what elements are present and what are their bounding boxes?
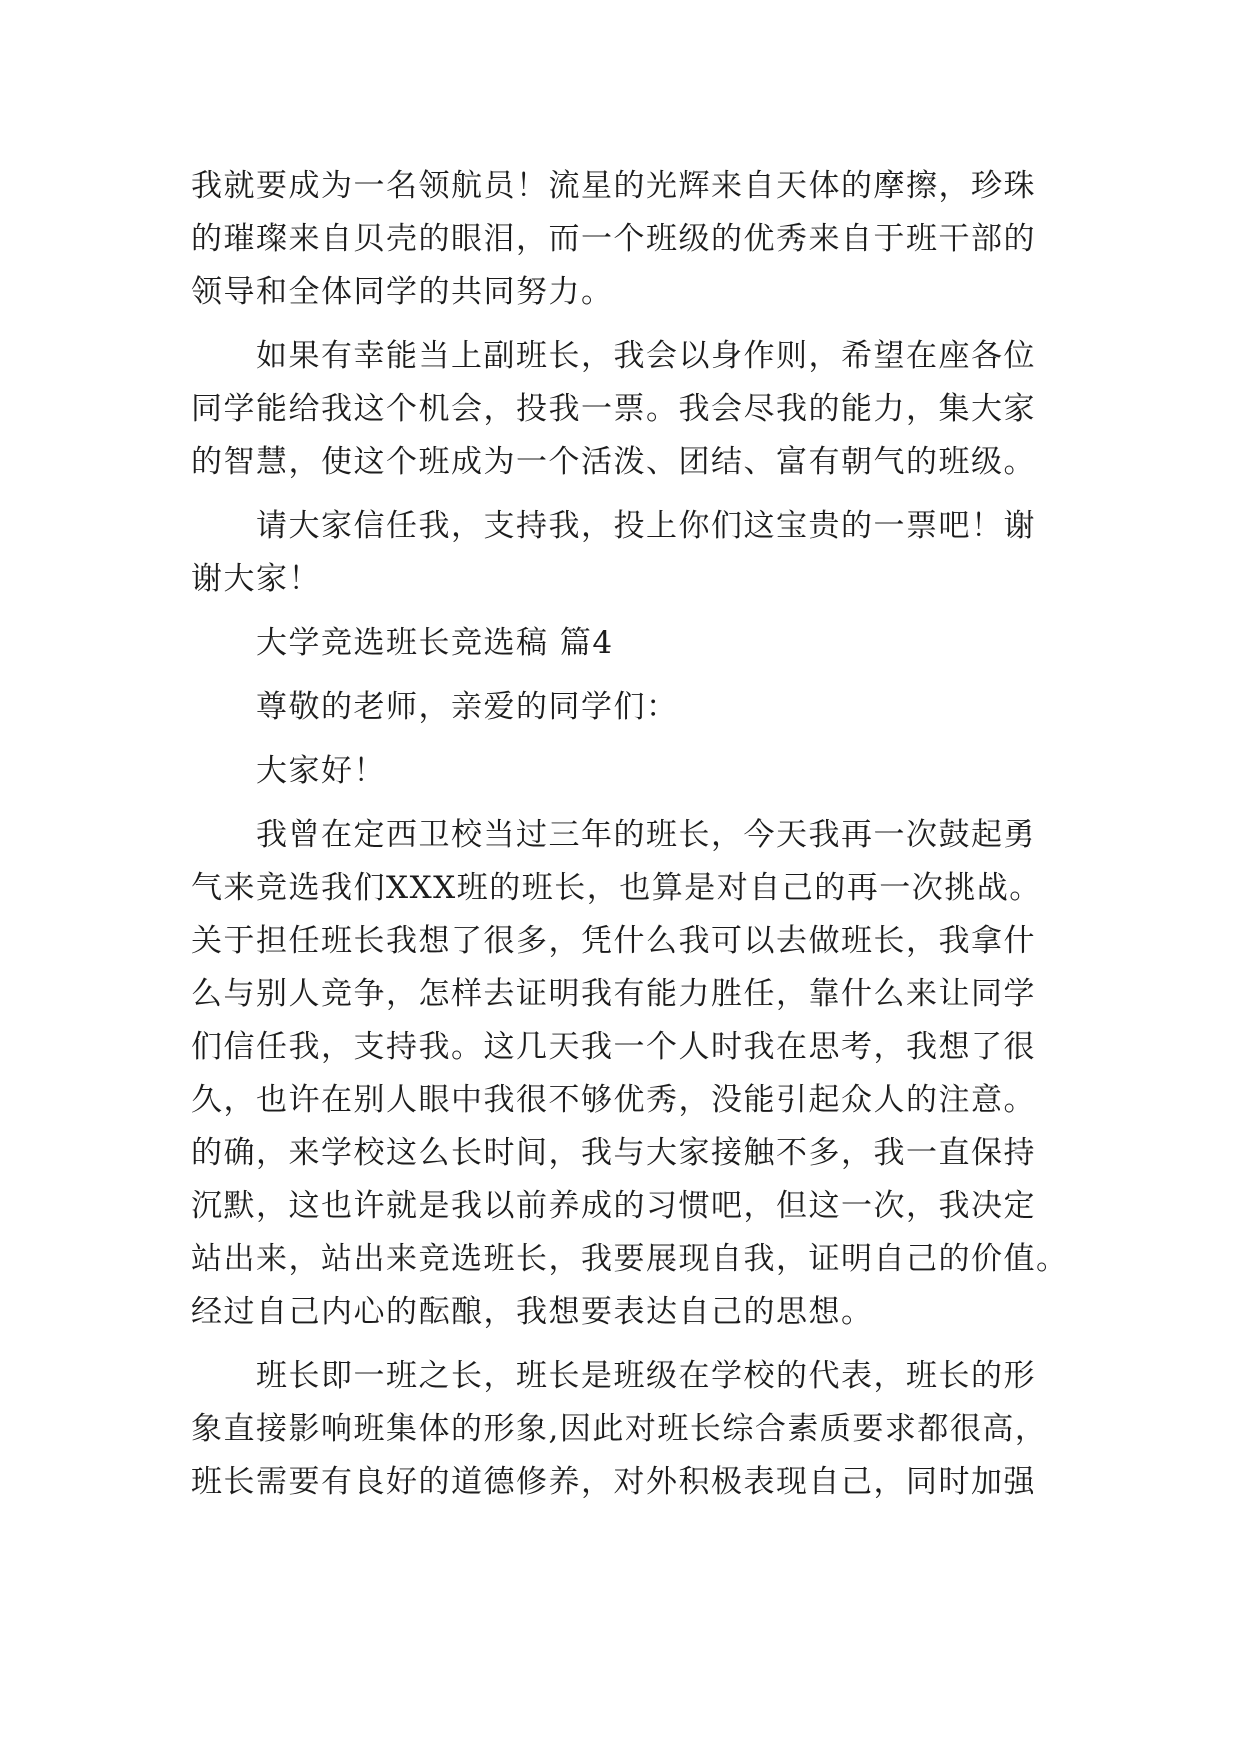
document-body bbox=[191, 160, 1071, 1509]
text-line: 大家好！ bbox=[256, 753, 386, 789]
text-line: 我就要成为一名领航员！流星的光辉来自天体的摩擦，珍珠 bbox=[191, 168, 1036, 204]
paragraph bbox=[191, 1350, 1071, 1509]
text-line: 如果有幸能当上副班长，我会以身作则，希望在座各位 bbox=[256, 338, 1036, 374]
text-line: 关于担任班长我想了很多，凭什么我可以去做班长，我拿什 bbox=[191, 923, 1036, 959]
text-line: 请大家信任我，支持我，投上你们这宝贵的一票吧！谢 bbox=[256, 508, 1036, 544]
text-line: 班长即一班之长，班长是班级在学校的代表，班长的形 bbox=[256, 1358, 1036, 1394]
paragraph bbox=[191, 500, 1071, 606]
text-line: 谢大家！ bbox=[191, 561, 321, 597]
greeting bbox=[191, 745, 1071, 798]
text-line: 的确，来学校这么长时间，我与大家接触不多，我一直保持 bbox=[191, 1135, 1036, 1171]
text-line: 尊敬的老师，亲爱的同学们： bbox=[256, 689, 679, 725]
text-line: 们信任我，支持我。这几天我一个人时我在思考，我想了很 bbox=[191, 1029, 1036, 1065]
text-line: 象直接影响班集体的形象,因此对班长综合素质要求都很高， bbox=[191, 1411, 1048, 1447]
salutation bbox=[191, 681, 1071, 734]
text-line: 沉默，这也许就是我以前养成的习惯吧，但这一次，我决定 bbox=[191, 1188, 1036, 1224]
text-line: 我曾在定西卫校当过三年的班长，今天我再一次鼓起勇 bbox=[256, 817, 1036, 853]
text-line: 么与别人竞争，怎样去证明我有能力胜任，靠什么来让同学 bbox=[191, 976, 1036, 1012]
text-line: 气来竞选我们XXX班的班长，也算是对自己的再一次挑战。 bbox=[191, 870, 1042, 906]
heading-text: 大学竞选班长竞选稿 篇4 bbox=[256, 625, 614, 661]
text-line: 久，也许在别人眼中我很不够优秀，没能引起众人的注意。 bbox=[191, 1082, 1036, 1118]
paragraph bbox=[191, 330, 1071, 489]
paragraph bbox=[191, 160, 1071, 319]
text-line: 的璀璨来自贝壳的眼泪，而一个班级的优秀来自于班干部的 bbox=[191, 221, 1036, 257]
text-line: 同学能给我这个机会，投我一票。我会尽我的能力，集大家 bbox=[191, 391, 1036, 427]
paragraph bbox=[191, 809, 1071, 1339]
text-line: 站出来，站出来竞选班长，我要展现自我，证明自己的价值。 bbox=[191, 1241, 1069, 1277]
text-line: 领导和全体同学的共同努力。 bbox=[191, 274, 614, 310]
text-line: 经过自己内心的酝酿，我想要表达自己的思想。 bbox=[191, 1294, 874, 1330]
text-line: 班长需要有良好的道德修养，对外积极表现自己，同时加强 bbox=[191, 1464, 1036, 1500]
section-heading bbox=[191, 617, 1071, 670]
text-line: 的智慧，使这个班成为一个活泼、团结、富有朝气的班级。 bbox=[191, 444, 1036, 480]
